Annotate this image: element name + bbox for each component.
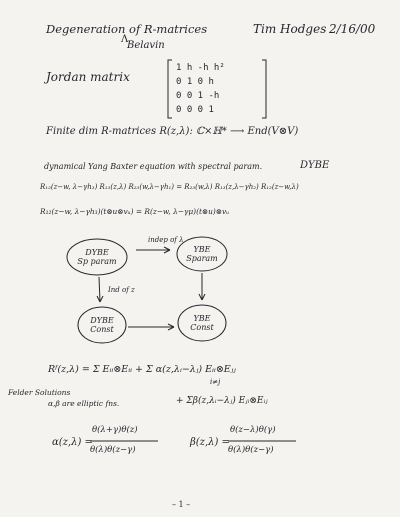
alpha-numerator: θ(λ+γ)θ(z) [92, 425, 138, 435]
edge-label-indep-lambda: indep of λ [148, 236, 184, 244]
caret-mark: Λ [121, 34, 129, 45]
author-name: Tim Hodges [253, 22, 327, 36]
dybe-heading: dynamical Yang Baxter equation with spectral param. [44, 162, 263, 171]
dybe-tag: DYBE [300, 160, 330, 171]
jordan-label: Jordan matrix [46, 70, 130, 84]
node-dybe-spectral: DYBE Sp param [77, 248, 117, 266]
matrix-row-2: 0 1 0 h [176, 77, 214, 87]
beta-numerator: θ(z−λ)θ(γ) [230, 425, 276, 435]
subtitle: Belavin [127, 40, 165, 51]
beta-lhs: β(z,λ) = [190, 437, 230, 448]
date: 2/16/00 [329, 22, 376, 36]
node-ybe-spectral: YBE Sparam [186, 245, 218, 263]
alpha-lhs: α(z,λ) = [52, 437, 93, 448]
matrix-row-3: 0 0 1 -h [176, 91, 220, 101]
felder-note: α,β are elliptic fns. [48, 399, 120, 408]
finite-dim-line: Finite dim R-matrices R(z,λ): ℂ×ℍ* ⟶ End(V⊗V) [46, 126, 299, 137]
beta-denominator: θ(λ)θ(z−γ) [228, 445, 274, 455]
edge-label-ind-z: Ind of z [108, 286, 135, 294]
page-number: – 1 – [172, 500, 191, 509]
page-title: Degeneration of R-matrices [46, 22, 208, 36]
dybe-equation-1: R₁₂(z−w, λ−γh₃) R₁₃(z,λ) R₂₃(w,λ−γh₁) = R₂₃(w,λ) R₁₃(z,λ−γh₂) R₁₂(z−w,λ) [40, 183, 299, 191]
felder-solutions-label: Felder Solutions [8, 388, 71, 397]
alpha-denominator: θ(λ)θ(z−γ) [90, 445, 136, 455]
rf-formula-second-line: + Σβ(z,λᵢ−λⱼ) Eⱼᵢ⊗Eᵢⱼ [176, 396, 268, 406]
sum-subscript: i≠j [210, 378, 221, 386]
node-dybe-const: DYBE Const [90, 316, 114, 334]
matrix-row-1: 1 h -h h² [176, 63, 225, 73]
matrix-row-4: 0 0 0 1 [176, 105, 214, 115]
dybe-equation-2: R₁₂(z−w, λ−γh₃)(t⊗u⊗vᵤ) = R(z−w, λ−γμ)(t⊗u)⊗vᵤ [40, 207, 230, 216]
node-ybe-const: YBE Const [190, 314, 214, 332]
rf-formula: Rᶠ(z,λ) = Σ Eᵢᵢ⊗Eᵢᵢ + Σ α(z,λᵢ−λⱼ) Eᵢᵢ⊗Eⱼⱼ [48, 364, 236, 375]
